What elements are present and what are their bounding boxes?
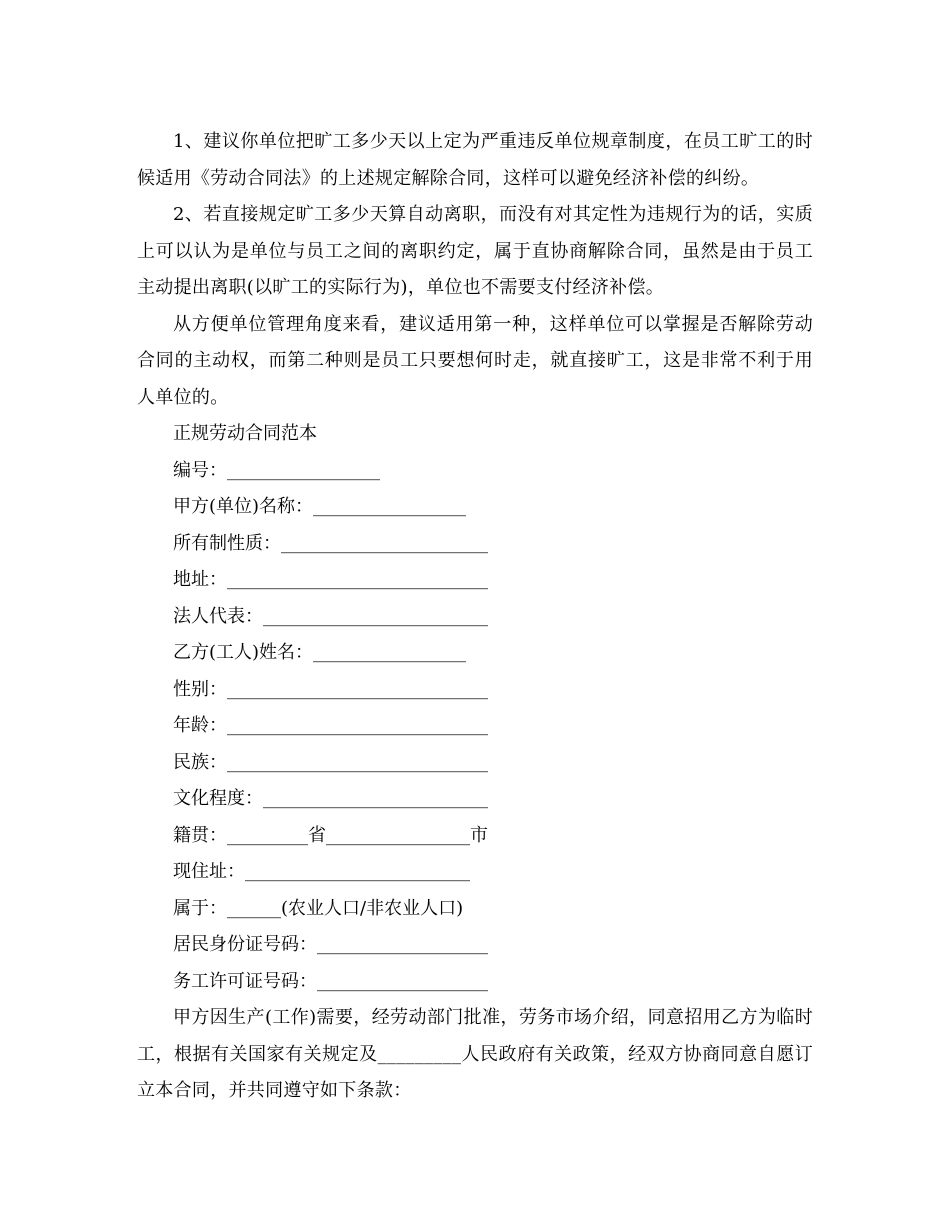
document-body (137, 124, 813, 1110)
contract-title: 正规劳动合同范本 (173, 423, 317, 444)
paragraph-suggestion-1: 1、建议你单位把旷工多少天以上定为严重违反单位规章制度，在员工旷工的时候适用《劳动合同法》的上述规定解除合同，这样可以避免经济补偿的纠纷。 (137, 131, 813, 189)
form-field-native-place: 籍贯：_________省________________市 (173, 824, 488, 846)
form-field-address: 地址：_____________________________ (173, 569, 488, 590)
form-field-employer-name: 甲方(单位)名称：_________________ (173, 496, 467, 517)
form-field-work-permit: 务工许可证号码：___________________ (173, 970, 488, 992)
form-field-gender: 性别：_____________________________ (173, 678, 488, 700)
form-field-ethnicity: 民族：_____________________________ (173, 751, 488, 773)
form-field-education: 文化程度：_________________________ (173, 788, 488, 809)
form-field-legal-rep: 法人代表：_________________________ (173, 605, 488, 627)
paragraph-contract-preamble: 甲方因生产(工作)需要，经劳动部门批准，劳务市场介绍，同意招用乙方为临时工，根据有关国家有关规定及_________人民政府有关政策，经双方协商同意自愿订立本合同，并共同遵守如下条款： (137, 1007, 813, 1101)
form-field-current-address: 现住址：_________________________ (173, 861, 470, 882)
paragraph-suggestion-2: 2、若直接规定旷工多少天算自动离职，而没有对其定性为违规行为的话，实质上可以认为是单位与员工之间的离职约定，属于直协商解除合同，虽然是由于员工主动提出离职(以旷工的实际行为)，单位也不需要支付经济补偿。 (137, 204, 813, 298)
form-field-worker-name: 乙方(工人)姓名：_________________ (173, 642, 467, 663)
form-field-household-type: 属于：______(农业人口/非农业人口) (173, 897, 464, 919)
form-field-ownership: 所有制性质：_______________________ (173, 532, 488, 554)
paragraph-recommendation: 从方便单位管理角度来看，建议适用第一种，这样单位可以掌握是否解除劳动合同的主动权，而第二种则是员工只要想何时走，就直接旷工，这是非常不利于用人单位的。 (137, 313, 813, 408)
form-field-id-number: 居民身份证号码：___________________ (173, 934, 488, 955)
form-field-age: 年龄：_____________________________ (173, 715, 488, 736)
form-field-number: 编号：_________________ (173, 459, 380, 481)
